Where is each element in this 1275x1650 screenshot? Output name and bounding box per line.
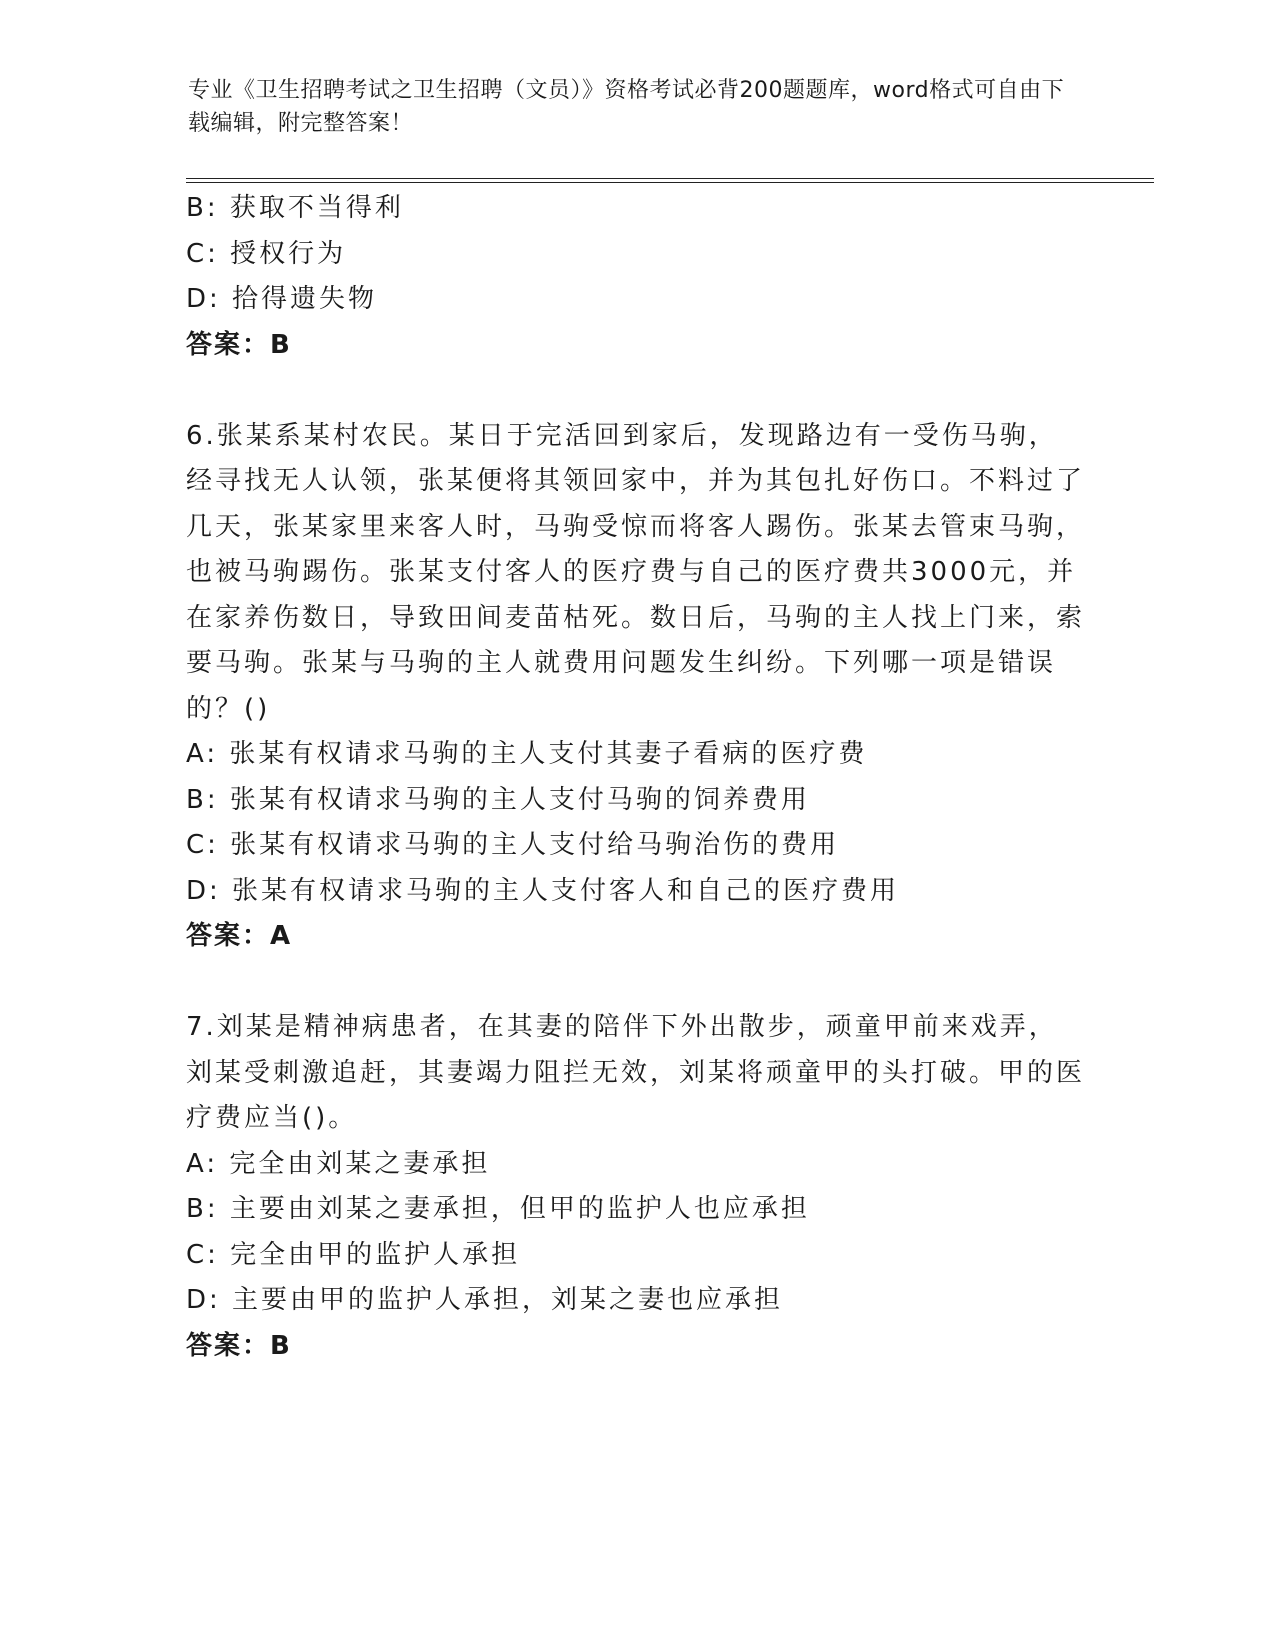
question-6-option-c: C: 张某有权请求马驹的主人支付给马驹治伤的费用 xyxy=(186,830,840,860)
question-content xyxy=(186,186,1086,1369)
option-b: B: 获取不当得利 xyxy=(186,193,404,223)
question-7-stem: 7.刘某是精神病患者，在其妻的陪伴下外出散步，顽童甲前来戏弄，刘某受刺激追赶，其妻竭力阻拦无效，刘某将顽童甲的头打破。甲的医疗费应当()。 xyxy=(186,1012,1086,1133)
question-6 xyxy=(186,414,1086,960)
header-rule-bottom xyxy=(186,182,1154,183)
option-d: D: 拾得遗失物 xyxy=(186,284,378,314)
question-7-option-c: C: 完全由甲的监护人承担 xyxy=(186,1239,521,1270)
spacer xyxy=(186,960,1086,1006)
document-header: 专业《卫生招聘考试之卫生招聘（文员）》资格考试必背200题题库，word格式可自由下载编辑，附完整答案！ xyxy=(188,78,1065,136)
question-7-answer: 答案：B xyxy=(186,1330,292,1361)
continued-question xyxy=(186,186,1086,368)
question-7-option-d: D: 主要由甲的监护人承担，刘某之妻也应承担 xyxy=(186,1285,784,1315)
answer-line: 答案：B xyxy=(186,329,292,360)
question-7 xyxy=(186,1005,1086,1369)
question-7-option-b: B: 主要由刘某之妻承担，但甲的监护人也应承担 xyxy=(186,1194,810,1224)
question-6-option-d: D: 张某有权请求马驹的主人支付客人和自己的医疗费用 xyxy=(186,875,900,906)
question-6-option-b: B: 张某有权请求马驹的主人支付马驹的饲养费用 xyxy=(186,784,810,815)
question-6-stem: 6.张某系某村农民。某日于完活回到家后，发现路边有一受伤马驹，经寻找无人认领，张某便将其领回家中，并为其包扎好伤口。不料过了几天，张某家里来客人时，马驹受惊而将客人踢伤。张某去管束马驹，也被马驹踢伤。张某支付客人的医疗费与自己的医疗费共3000元，并在家养伤数日，导致田间麦苗枯死。数日后，马驹的主人找上门来，索要马驹。张某与马驹的主人就费用问题发生纠纷。下列哪一项是错误的？() xyxy=(186,420,1086,724)
header-rule-top xyxy=(186,178,1154,179)
question-6-answer: 答案：A xyxy=(186,921,293,951)
question-6-option-a: A: 张某有权请求马驹的主人支付其妻子看病的医疗费 xyxy=(186,739,868,769)
option-c: C: 授权行为 xyxy=(186,238,347,269)
spacer xyxy=(186,368,1086,414)
question-7-option-a: A: 完全由刘某之妻承担 xyxy=(186,1148,491,1179)
